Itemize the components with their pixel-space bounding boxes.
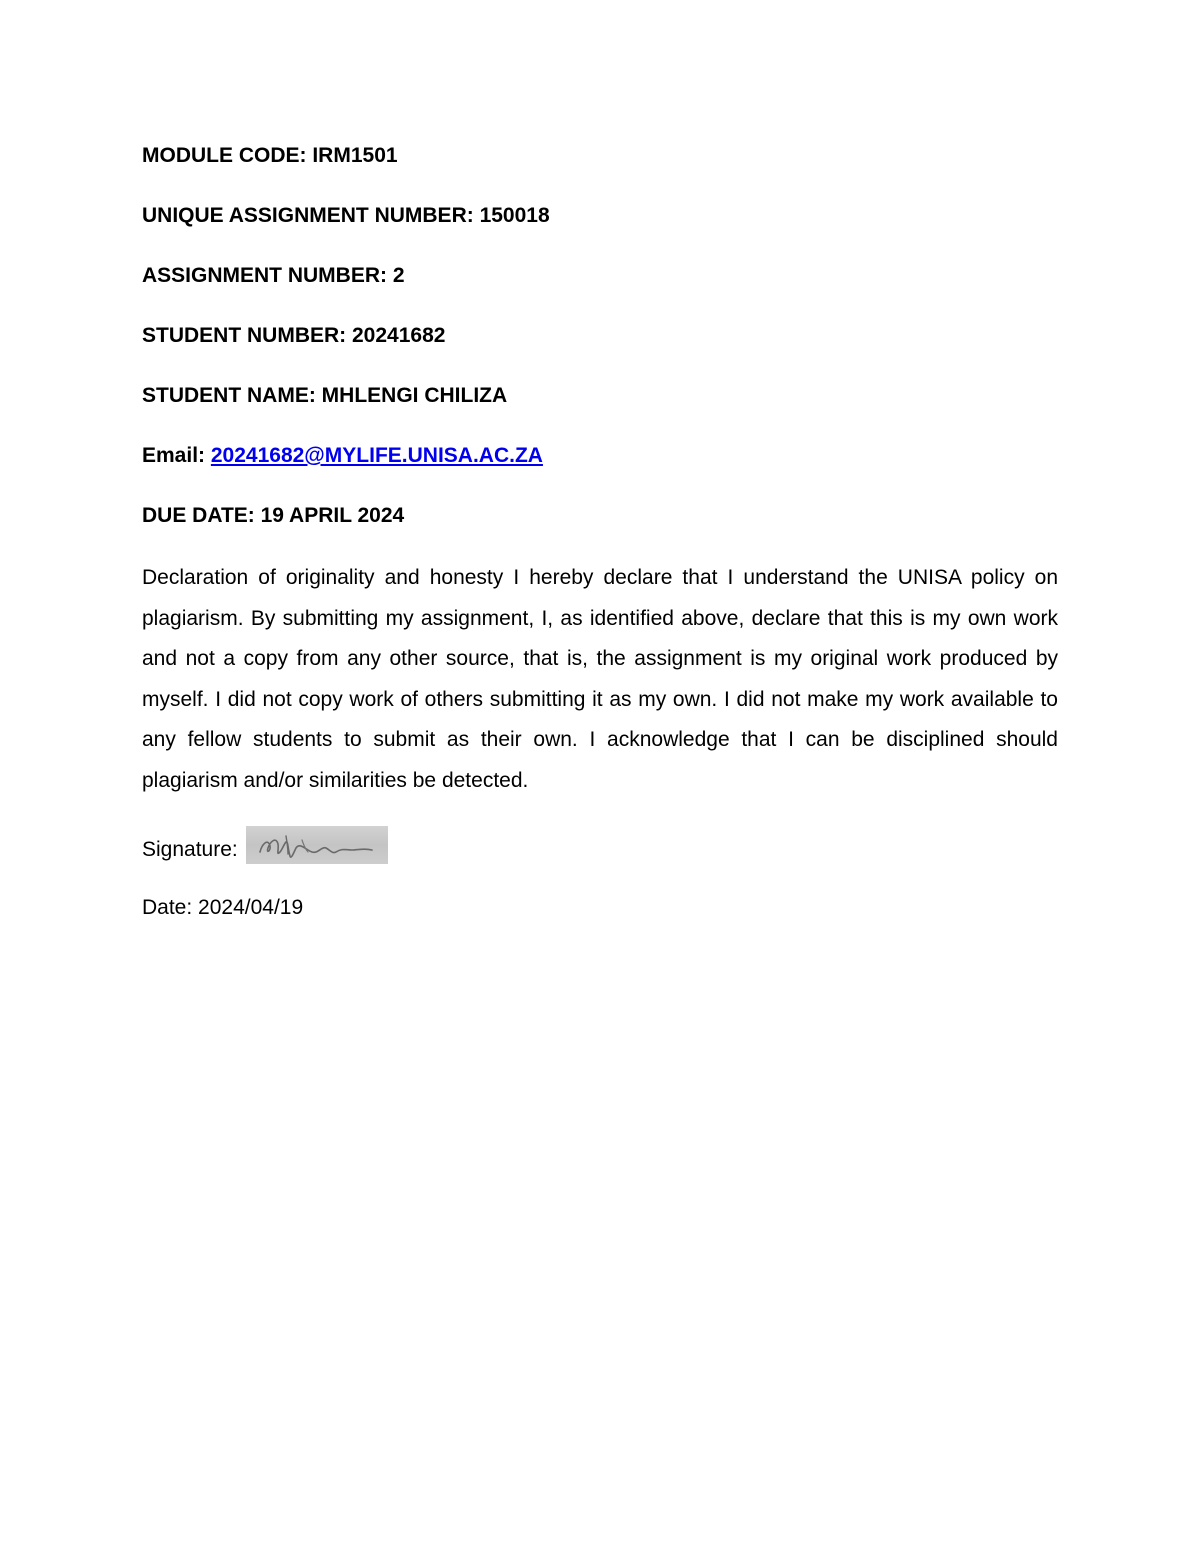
module-code-value: IRM1501 [312, 144, 398, 167]
date-label: Date: [142, 895, 193, 919]
student-name-value: MHLENGI CHILIZA [321, 384, 508, 407]
module-code-label: MODULE CODE: [142, 144, 307, 167]
module-code-line [142, 138, 1058, 174]
signature-label: Signature: [142, 837, 238, 861]
assignment-number-value: 2 [392, 264, 405, 287]
due-date-line [142, 498, 1058, 534]
due-date-value: 19 APRIL 2024 [260, 504, 405, 527]
student-number-value: 20241682 [352, 324, 446, 347]
signature-image [246, 826, 388, 864]
unique-assignment-number-line [142, 198, 1058, 234]
signature-row [142, 820, 1058, 868]
unique-assignment-number-label: UNIQUE ASSIGNMENT NUMBER: [142, 204, 474, 227]
date-line [142, 890, 1058, 926]
assignment-number-label: ASSIGNMENT NUMBER: [142, 264, 387, 287]
date-value: 2024/04/19 [198, 895, 304, 919]
assignment-number-line [142, 258, 1058, 294]
student-number-label: STUDENT NUMBER: [142, 324, 347, 347]
student-number-line [142, 318, 1058, 354]
email-line [142, 438, 1058, 474]
student-name-line [142, 378, 1058, 414]
email-link[interactable]: 20241682@MYLIFE.UNISA.AC.ZA [210, 444, 543, 467]
document-content [142, 138, 1058, 926]
unique-assignment-number-value: 150018 [479, 204, 550, 227]
due-date-label: DUE DATE: [142, 504, 255, 527]
student-name-label: STUDENT NAME: [142, 384, 316, 407]
declaration-paragraph: Declaration of originality and honesty I hereby declare that I understand the UNISA policy on plagiarism. By submitting my assignment, I, as identified above, declare that this is my own work and not a copy from any other source, that is, the assignment is my original work produced by myself. I did not copy work of others submitting it as my own. I did not make my work available to any fellow students to submit as their own. I acknowledge that I can be disciplined should plagiarism and/or similarities be detected. [142, 566, 1058, 792]
email-label: Email: [142, 444, 206, 467]
